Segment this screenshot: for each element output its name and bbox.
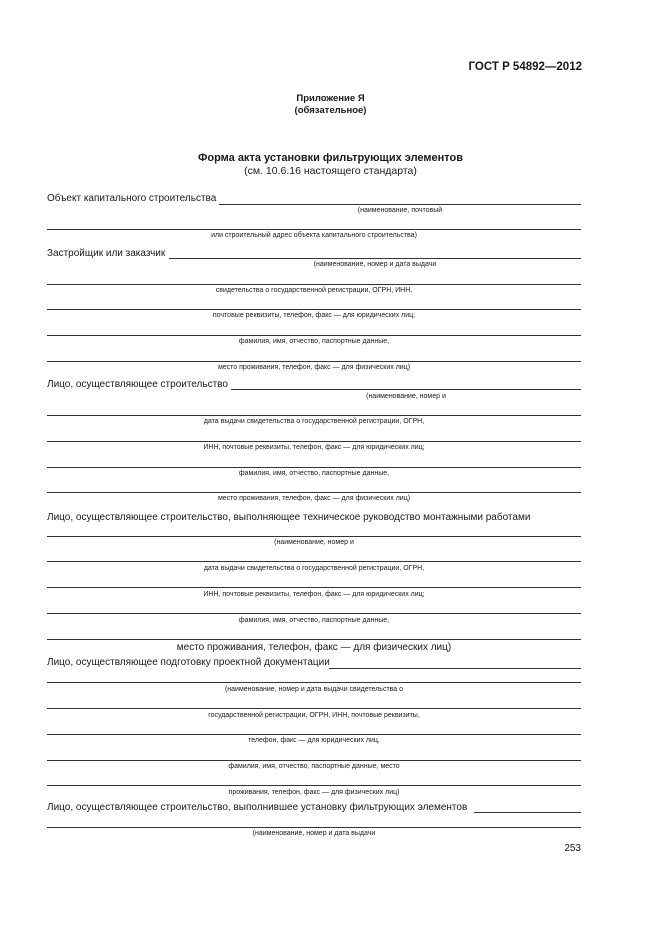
developer-input-line-5[interactable]	[47, 361, 581, 362]
standard-number: ГОСТ Р 54892—2012	[468, 61, 582, 73]
designer-caption-1: (наименование, номер и дата выдачи свидетельства о	[224, 686, 404, 693]
designer-input-line-4[interactable]	[47, 734, 581, 735]
supervisor-caption-5: место проживания, телефон, факс — для физических лиц)	[176, 642, 452, 653]
installer-label: Лицо, осуществляющее строительство, выполнившее установку фильтрующих элементов	[47, 802, 468, 813]
designer-caption-3: телефон, факс — для юридических лиц,	[248, 737, 380, 744]
supervisor-label: Лицо, осуществляющее строительство, выполняющее техническое руководство монтажными работами	[47, 512, 531, 523]
supervisor-caption-4: фамилия, имя, отчество, паспортные данные,	[238, 617, 390, 624]
designer-input-line-5[interactable]	[47, 760, 581, 761]
object-caption-2: или строительный адрес объекта капитального строительства)	[211, 232, 417, 239]
form-title: Форма акта установки фильтрующих элементов	[197, 152, 464, 164]
supervisor-caption-3: ИНН, почтовые реквизиты, телефон, факс — для юридических лиц;	[203, 591, 425, 598]
builder-input-line-2[interactable]	[47, 415, 581, 416]
designer-input-line-3[interactable]	[47, 708, 581, 709]
designer-input-line-6[interactable]	[47, 785, 581, 786]
form-subtitle: (см. 10.6.16 настоящего стандарта)	[244, 165, 417, 177]
object-input-line-2[interactable]	[47, 229, 581, 230]
supervisor-caption-2: дата выдачи свидетельства о государственной регистрации, ОГРН,	[203, 565, 425, 572]
developer-caption-1: (наименование, номер и дата выдачи	[313, 261, 437, 268]
developer-label: Застройщик или заказчик	[47, 248, 166, 259]
supervisor-input-line-3[interactable]	[47, 587, 581, 588]
installer-caption-1: (наименование, номер и дата выдачи	[252, 830, 376, 837]
designer-label: Лицо, осуществляющее подготовку проектной документации	[47, 657, 330, 668]
developer-input-line-2[interactable]	[47, 284, 581, 285]
builder-caption-5: место проживания, телефон, факс — для физических лиц)	[217, 495, 411, 502]
designer-input-line[interactable]	[329, 668, 581, 669]
supervisor-input-line-2[interactable]	[47, 561, 581, 562]
designer-caption-4: фамилия, имя, отчество, паспортные данные, место	[228, 763, 400, 770]
appendix-status: (обязательное)	[294, 105, 367, 116]
builder-input-line[interactable]	[231, 389, 581, 390]
supervisor-input-line[interactable]	[47, 536, 581, 537]
builder-input-line-3[interactable]	[47, 441, 581, 442]
supervisor-input-line-4[interactable]	[47, 613, 581, 614]
developer-input-line-4[interactable]	[47, 335, 581, 336]
builder-label: Лицо, осуществляющее строительство	[47, 379, 228, 390]
designer-caption-5: проживания, телефон, факс — для физических лиц)	[228, 789, 400, 796]
builder-caption-2: дата выдачи свидетельства о государственной регистрации, ОГРН,	[203, 418, 425, 425]
object-input-line[interactable]	[219, 204, 581, 205]
builder-caption-1: (наименование, номер и	[366, 393, 446, 400]
designer-input-line-2[interactable]	[47, 682, 581, 683]
supervisor-input-line-5[interactable]	[47, 639, 581, 640]
installer-input-line-2[interactable]	[47, 827, 581, 828]
builder-caption-3: ИНН, почтовые реквизиты, телефон, факс — для юридических лиц;	[203, 444, 425, 451]
builder-caption-4: фамилия, имя, отчество, паспортные данные,	[238, 470, 390, 477]
page-number: 253	[564, 843, 581, 854]
developer-input-line-3[interactable]	[47, 309, 581, 310]
object-label: Объект капитального строительства	[47, 193, 217, 204]
developer-caption-2: свидетельства о государственной регистрации, ОГРН, ИНН,	[215, 287, 413, 294]
developer-caption-3: почтовые реквизиты, телефон, факс — для юридических лиц;	[212, 312, 416, 319]
builder-input-line-4[interactable]	[47, 467, 581, 468]
object-caption-1: (наименование, почтовый	[357, 207, 443, 214]
designer-caption-2: государственной регистрации, ОГРН, ИНН, почтовые реквизиты,	[208, 712, 420, 719]
developer-caption-5: место проживания, телефон, факс — для физических лиц)	[217, 364, 411, 371]
supervisor-caption-1: (наименование, номер и	[274, 539, 354, 546]
installer-input-line[interactable]	[474, 812, 581, 813]
developer-input-line[interactable]	[169, 258, 581, 259]
developer-caption-4: фамилия, имя, отчество, паспортные данные,	[238, 338, 390, 345]
builder-input-line-5[interactable]	[47, 492, 581, 493]
appendix-title: Приложение Я	[296, 93, 365, 104]
